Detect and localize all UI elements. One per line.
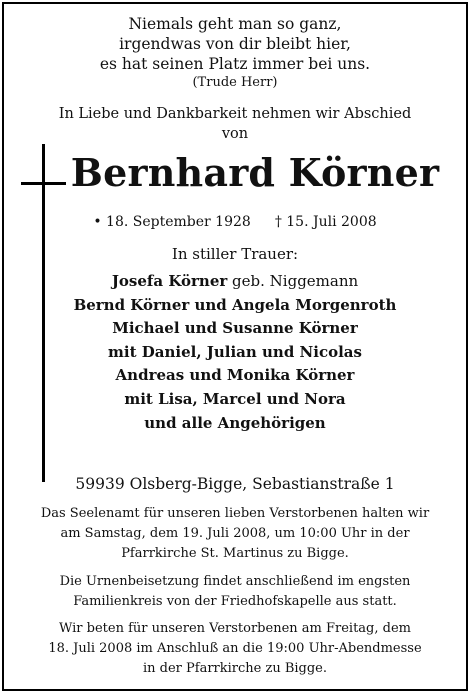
- paragraph-line: in der Pfarrkirche zu Bigge.: [142, 661, 328, 676]
- paragraph-line: Familienkreis von der Friedhofskapelle aus statt.: [73, 594, 397, 609]
- paragraph-line: Pfarrkirche St. Martinus zu Bigge.: [121, 546, 349, 561]
- poem-author: (Trude Herr): [192, 75, 278, 90]
- prayer-paragraph: [4, 619, 466, 679]
- death-date: † 15. Juli 2008: [274, 214, 377, 230]
- mourner-line: Andreas und Monika Körner: [115, 366, 355, 385]
- deceased-name: Bernhard Körner: [70, 150, 440, 195]
- mourning-heading: In stiller Trauer:: [171, 245, 299, 263]
- mourner-line: mit Lisa, Marcel und Nora: [124, 389, 346, 408]
- life-dates: [4, 212, 466, 232]
- intro-line: von: [221, 126, 249, 142]
- paragraph-line: 18. Juli 2008 im Anschluß an die 19:00 Uhr-Abendmesse: [48, 641, 422, 656]
- mourner-line: Michael und Susanne Körner: [112, 319, 358, 338]
- mourners-list: [4, 270, 466, 435]
- mourner-line: und alle Angehörigen: [144, 413, 326, 432]
- mourner-name: Josefa Körner: [111, 272, 228, 290]
- paragraph-line: Die Urnenbeisetzung findet anschließend im engsten: [59, 574, 411, 589]
- mourner-line: mit Daniel, Julian und Nicolas: [108, 342, 362, 361]
- paragraph-line: Das Seelenamt für unseren lieben Verstorbenen halten wir: [40, 506, 430, 521]
- paragraph-line: am Samstag, dem 19. Juli 2008, um 10:00 Uhr in der: [60, 526, 410, 541]
- poem-line: es hat seinen Platz immer bei uns.: [99, 55, 371, 73]
- poem-line: irgendwas von dir bleibt hier,: [119, 35, 351, 53]
- mourner-line: Bernd Körner und Angela Morgenroth: [73, 295, 397, 314]
- requiem-paragraph: [4, 504, 466, 564]
- farewell-intro: [4, 104, 466, 144]
- mourner-line: [4, 270, 466, 294]
- mourner-maiden-name: geb. Niggemann: [227, 272, 359, 290]
- poem: [4, 14, 466, 91]
- paragraph-line: Wir beten für unseren Verstorbenen am Freitag, dem: [59, 621, 411, 636]
- obituary-notice: [2, 2, 468, 691]
- intro-line: In Liebe und Dankbarkeit nehmen wir Abschied: [58, 106, 412, 122]
- urn-burial-paragraph: [4, 572, 466, 612]
- birth-date: • 18. September 1928: [93, 214, 251, 230]
- poem-line: Niemals geht man so ganz,: [128, 15, 342, 33]
- family-address: 59939 Olsberg-Bigge, Sebastianstraße 1: [75, 475, 395, 493]
